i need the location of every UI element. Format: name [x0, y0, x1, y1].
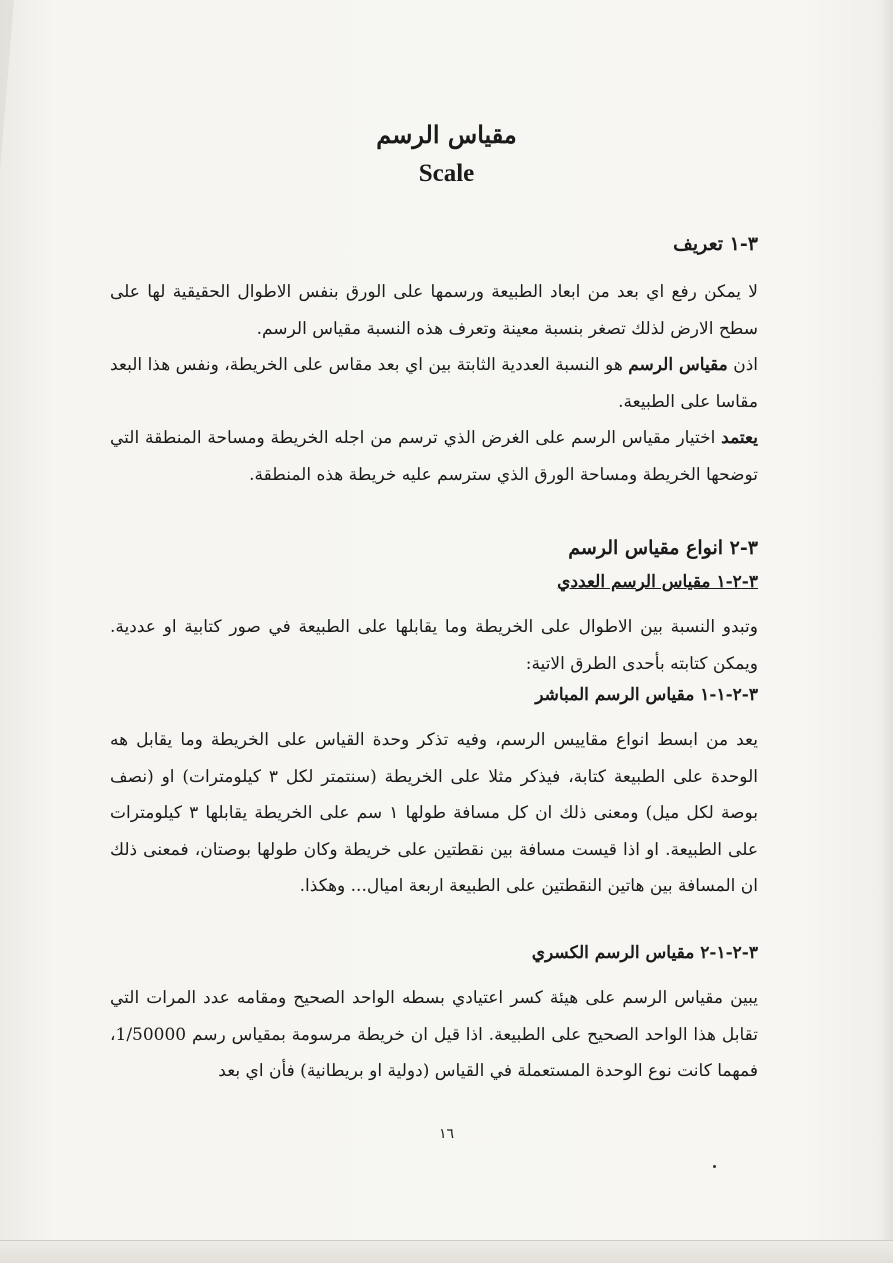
heading-types: ٣-٢ انواع مقياس الرسم	[568, 537, 758, 559]
heading-direct-scale: ٣-٢-١-١ مقياس الرسم المباشر	[535, 685, 758, 705]
title-arabic: مقياس الرسم	[376, 120, 517, 149]
numerical-scale-paragraph: وتبدو النسبة بين الاطوال على الخريطة وما يقابلها على الطبيعة في صور كتابية او عددية. ويمكن كتابته بأحدى الطرق الاتية:	[110, 617, 758, 674]
heading-fractional-scale: ٣-٢-١-٢ مقياس الرسم الكسري	[531, 943, 758, 963]
definition-paragraph-3-bold: يعتمد	[721, 428, 758, 448]
definition-paragraph-2-rest: هو النسبة العددية الثابتة بين اي بعد مقاس على الخريطة، ونفس هذا البعد مقاسا على الطبيعة.	[110, 355, 758, 412]
fractional-scale-paragraph: يبين مقياس الرسم على هيئة كسر اعتيادي بسطه الواحد الصحيح ومقامه عدد المرات التي تقابل هذا الواحد الصحيح على الطبيعة. اذا قيل ان خريطة مرسومة بمقياس رسم 1/50000، فمهما كانت نوع الوحدة المستعملة في القياس (دولية او بريطانية) فأن اي بعد	[110, 988, 758, 1081]
page-edge-shadow	[879, 0, 893, 1263]
direct-scale-paragraph: يعد من ابسط انواع مقاييس الرسم، وفيه تذكر وحدة القياس على الخريطة وما يقابل هه الوحدة على الطبيعة كتابة، فيذكر مثلا على الخريطة (سنتمتر لكل ٣ كيلومترات) او (نصف بوصة لكل ميل) ومعنى ذلك ان كل مسافة طولها ١ سم على الخريطة يقابلها ٣ كيلومترات على الطبيعة. او اذا قيست مسافة بين نقطتين على خريطة وكان طولها بوصتان، فمعنى ذلك ان المسافة بين هاتين النقطتين على الطبيعة اربعة اميال... وهكذا.	[110, 730, 759, 896]
definition-paragraph-2	[110, 347, 758, 420]
definition-paragraph-3	[110, 420, 758, 493]
scan-speck	[713, 1165, 716, 1168]
definition-paragraph-3-rest: اختيار مقياس الرسم على الغرض الذي ترسم من اجله الخريطة ومساحة المنطقة التي توضحها الخريطة ومساحة الورق الذي سترسم عليه خريطة هذه المنطقة.	[110, 428, 758, 485]
title-english: Scale	[418, 160, 475, 187]
scan-bottom-edge	[0, 1240, 893, 1263]
definition-paragraph-2-prefix: اذن	[727, 355, 758, 375]
definition-paragraph-1: لا يمكن رفع اي بعد من ابعاد الطبيعة ورسمها على الورق بنفس الاطوال الحقيقية لها على سطح الارض لذلك تصغر بنسبة معينة وتعرف هذه النسبة مقياس الرسم.	[110, 282, 758, 339]
heading-definition: ٣-١ تعريف	[673, 233, 758, 255]
definition-paragraph-2-bold: مقياس الرسم	[628, 355, 728, 375]
page-number: ١٦	[438, 1126, 455, 1142]
heading-numerical-scale: ٣-٢-١ مقياس الرسم العددي	[557, 572, 758, 592]
